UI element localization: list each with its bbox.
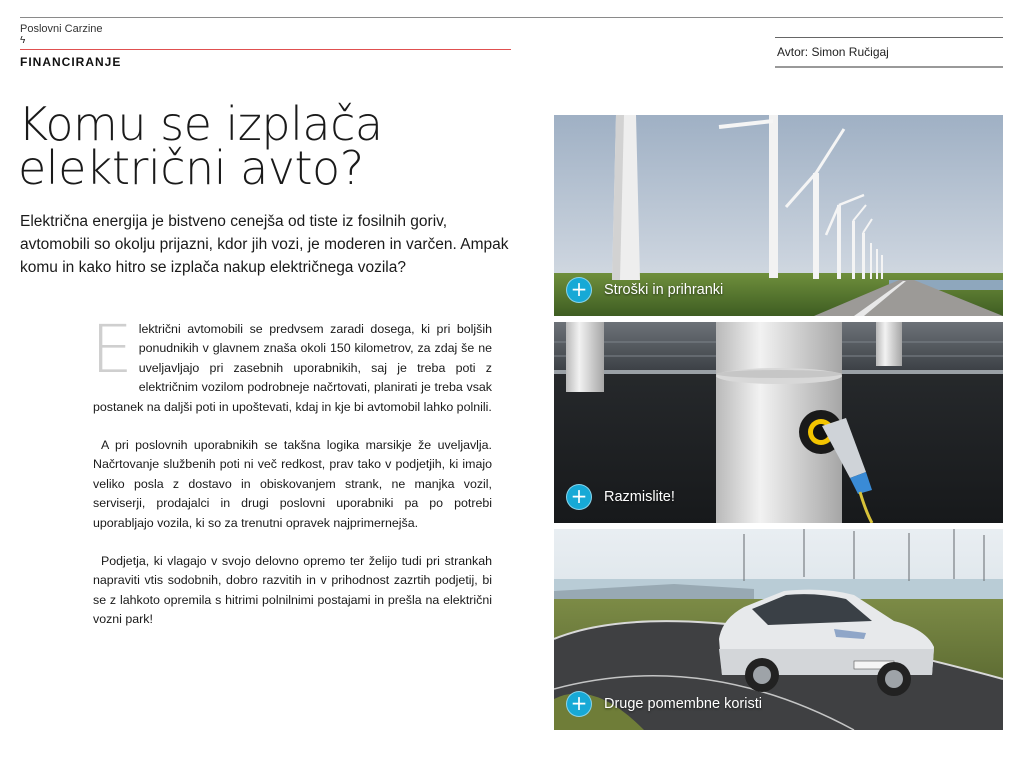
card-title: Razmislite!: [604, 489, 675, 505]
section-label: FINANCIRANJE: [20, 55, 122, 69]
card-title: Druge pomembne koristi: [604, 696, 762, 712]
publication-name: Poslovni Carzine: [20, 23, 103, 35]
dropcap: E: [91, 311, 133, 388]
lightning-icon: ϟ: [20, 35, 26, 46]
card-razmislite[interactable]: [554, 322, 1003, 523]
card-label[interactable]: [566, 277, 723, 303]
card-title: Stroški in prihranki: [604, 282, 724, 298]
card-druge-koristi[interactable]: [554, 529, 1003, 730]
plus-icon[interactable]: +: [566, 277, 592, 303]
card-stroski[interactable]: [554, 115, 1003, 316]
author-rule-top: [775, 37, 1003, 38]
body-paragraph: [91, 311, 492, 417]
section-rule: [20, 49, 511, 50]
author-rule-bottom: [775, 66, 1003, 68]
article-title-line1: Komu se izplača: [18, 97, 383, 151]
article-lead: Električna energija je bistveno cenejša od tiste iz fosilnih goriv, avtomobili so okolju prijazni, kdor jih vozi, je moderen in varčen. Ampak komu in kako hitro se izplača nakup električnega vozila?: [20, 213, 509, 276]
article-body: [91, 311, 492, 649]
body-paragraph: A pri poslovnih uporabnikih se takšna logika marsikje že uveljavlja. Načrtovanje službenih poti ni več redkost, prav tako v podjetjih, ki imajo veliko posla z dostavo in obiskovanjem strank, ne manjka vozil, serviserji, prodajalci in drugi poslovni uporabniki pa po potrebi uporabljajo vozila, ki so za trenutni opravek najprimernejša.: [93, 438, 492, 530]
plus-icon[interactable]: +: [566, 691, 592, 717]
card-label[interactable]: [566, 484, 675, 510]
body-paragraph: Podjetja, ki vlagajo v svojo delovno opremo ter želijo tudi pri strankah napraviti vtis sodobnih, dobro razvitih in v prihodnost zazrtih podjetij, bi se z lahkoto opremila s hitrimi polnilnimi postajami in prešla na električni vozni park!: [93, 554, 492, 627]
author-byline: Avtor: Simon Ručigaj: [777, 45, 889, 59]
plus-icon[interactable]: +: [566, 484, 592, 510]
article-title: [18, 97, 538, 195]
top-rule: [20, 17, 1003, 18]
paragraph-text: lektrični avtomobili se predvsem zaradi dosega, ki pri boljših ponudnikih v glavnem znaša okoli 150 kilometrov, za zdaj še ne uveljavljajo pri zasebnih uporabnikih, saj je treba poti z električnim vozilom podrobneje načrtovati, planirati je treba vsak postanek na daljši poti in upoštevati, kdaj in kje bi avtomobil lahko polnili.: [93, 322, 492, 414]
card-label[interactable]: [566, 691, 762, 717]
article-title-line2: električni avto?: [18, 141, 364, 195]
